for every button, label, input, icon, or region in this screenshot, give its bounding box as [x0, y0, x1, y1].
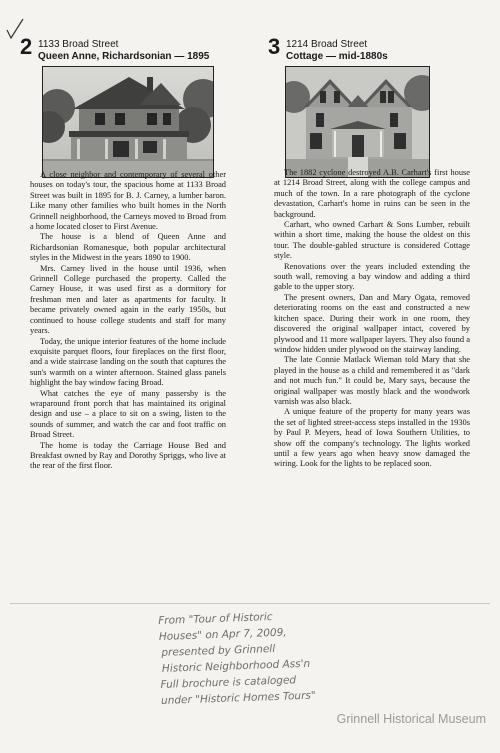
paragraph: Renovations over the years included extending the south wall, removing a bay window and adding a third gable to the upper story. [274, 261, 470, 292]
entry-style: Queen Anne, Richardsonian — 1895 [38, 51, 210, 62]
entry-description [30, 170, 226, 472]
paragraph: The home is today the Carriage House Bed and Breakfast owned by Ray and Dorothy Spriggs, who live at the rear of the first floor. [30, 440, 226, 471]
entry-style: Cottage — mid-1880s [286, 51, 388, 62]
entry-description [274, 168, 470, 470]
entry-address: 1133 Broad Street [38, 39, 119, 50]
note-line: From "Tour of Historic [158, 611, 273, 627]
museum-watermark: Grinnell Historical Museum [336, 712, 486, 726]
house-photo-image [286, 67, 429, 177]
paragraph: A unique feature of the property for many years was the set of lighted street-access steps installed in the 1930s by Paul P. Meyers, head of Iowa Southern Utilities, to show off the company's technology. The lights worked until a few years ago when heavy snow damaged the wiring. Look for the lights to be replaced soon. [274, 407, 470, 469]
paragraph: The present owners, Dan and Mary Ogata, removed deteriorating rooms on the east and constructed a new kitchen space. During their work in one room, they discovered the original wallpaper intact, covered by plywood and 11 more wallpaper layers. They also found a window hidden under plywood on the stairway landing. [274, 292, 470, 354]
entry-header [20, 34, 230, 64]
paragraph: Mrs. Carney lived in the house until 1936, when Grinnell College purchased the property. Called the Carney House, it was used first as a dormitory for freshman men and later as apartments for faculty. It became privately owned again in the early 1950s, but continued to house college students and staff for many years. [30, 263, 226, 336]
page-divider [10, 603, 490, 604]
paragraph: The house is a blend of Queen Anne and Richardsonian Romanesque, both popular architectural styles in the Midwest in the years 1890 to 1900. [30, 232, 226, 263]
paragraph: Carhart, who owned Carhart & Sons Lumber, rebuilt within a short time, making the house the oldest on this tour. The double-gabled structure is considered Cottage style. [274, 220, 470, 261]
entry-header [268, 34, 478, 64]
house-photo [285, 66, 430, 178]
handwritten-note [158, 608, 316, 709]
paragraph: The late Connie Matlack Wieman told Mary that she played in the house as a child and remembered it as "dark and not much fun." It could be, Mary says, because the original wallpaper was mostly black and the woodwork varnish was also black. [274, 355, 470, 406]
note-line: Historic Neighborhood Ass'n [161, 657, 311, 675]
paragraph: Today, the unique interior features of the home include exquisite parquet floors, four fireplaces on the first floor, and a wide staircase landing on the south that captures the sun's warmth on a winter afternoon. Stained glass panels highlight the bay window facing Broad. [30, 336, 226, 388]
paragraph: What catches the eye of many passersby is the wraparound front porch that has maintained its original design and use – a place to sit on a swing, listen to the sounds of summer, and watch the car and foot traffic on Broad Street. [30, 388, 226, 440]
entry-address: 1214 Broad Street [286, 39, 368, 50]
note-line: Full brochure is cataloged [160, 674, 297, 691]
note-line: under "Historic Homes Tours" [160, 689, 316, 707]
house-entry-3 [268, 34, 478, 469]
house-photo-image [43, 67, 213, 177]
paragraph: The 1882 cyclone destroyed A.B. Carhart's first house at 1214 Broad Street, along with the college campus and much of the town. In a rare photograph of the cyclone devastation, Carhart's home in ruins can be seen in the background. [274, 168, 470, 219]
note-line: presented by Grinnell [161, 642, 276, 659]
entry-number: 3 [268, 34, 281, 59]
house-photo [42, 66, 214, 178]
entry-number: 2 [20, 34, 33, 59]
house-entry-2 [20, 34, 230, 471]
note-line: Houses" on Apr 7, 2009, [158, 626, 287, 643]
paragraph: A close neighbor and contemporary of several other houses on today's tour, the spacious home at 1133 Broad Street was built in 1895 for B. J. Carney, a lumber baron. Like many other families who built homes in the North Grinnell neighborhood, the Carneys moved to Broad from a home located closer to First Avenue. [30, 170, 226, 232]
